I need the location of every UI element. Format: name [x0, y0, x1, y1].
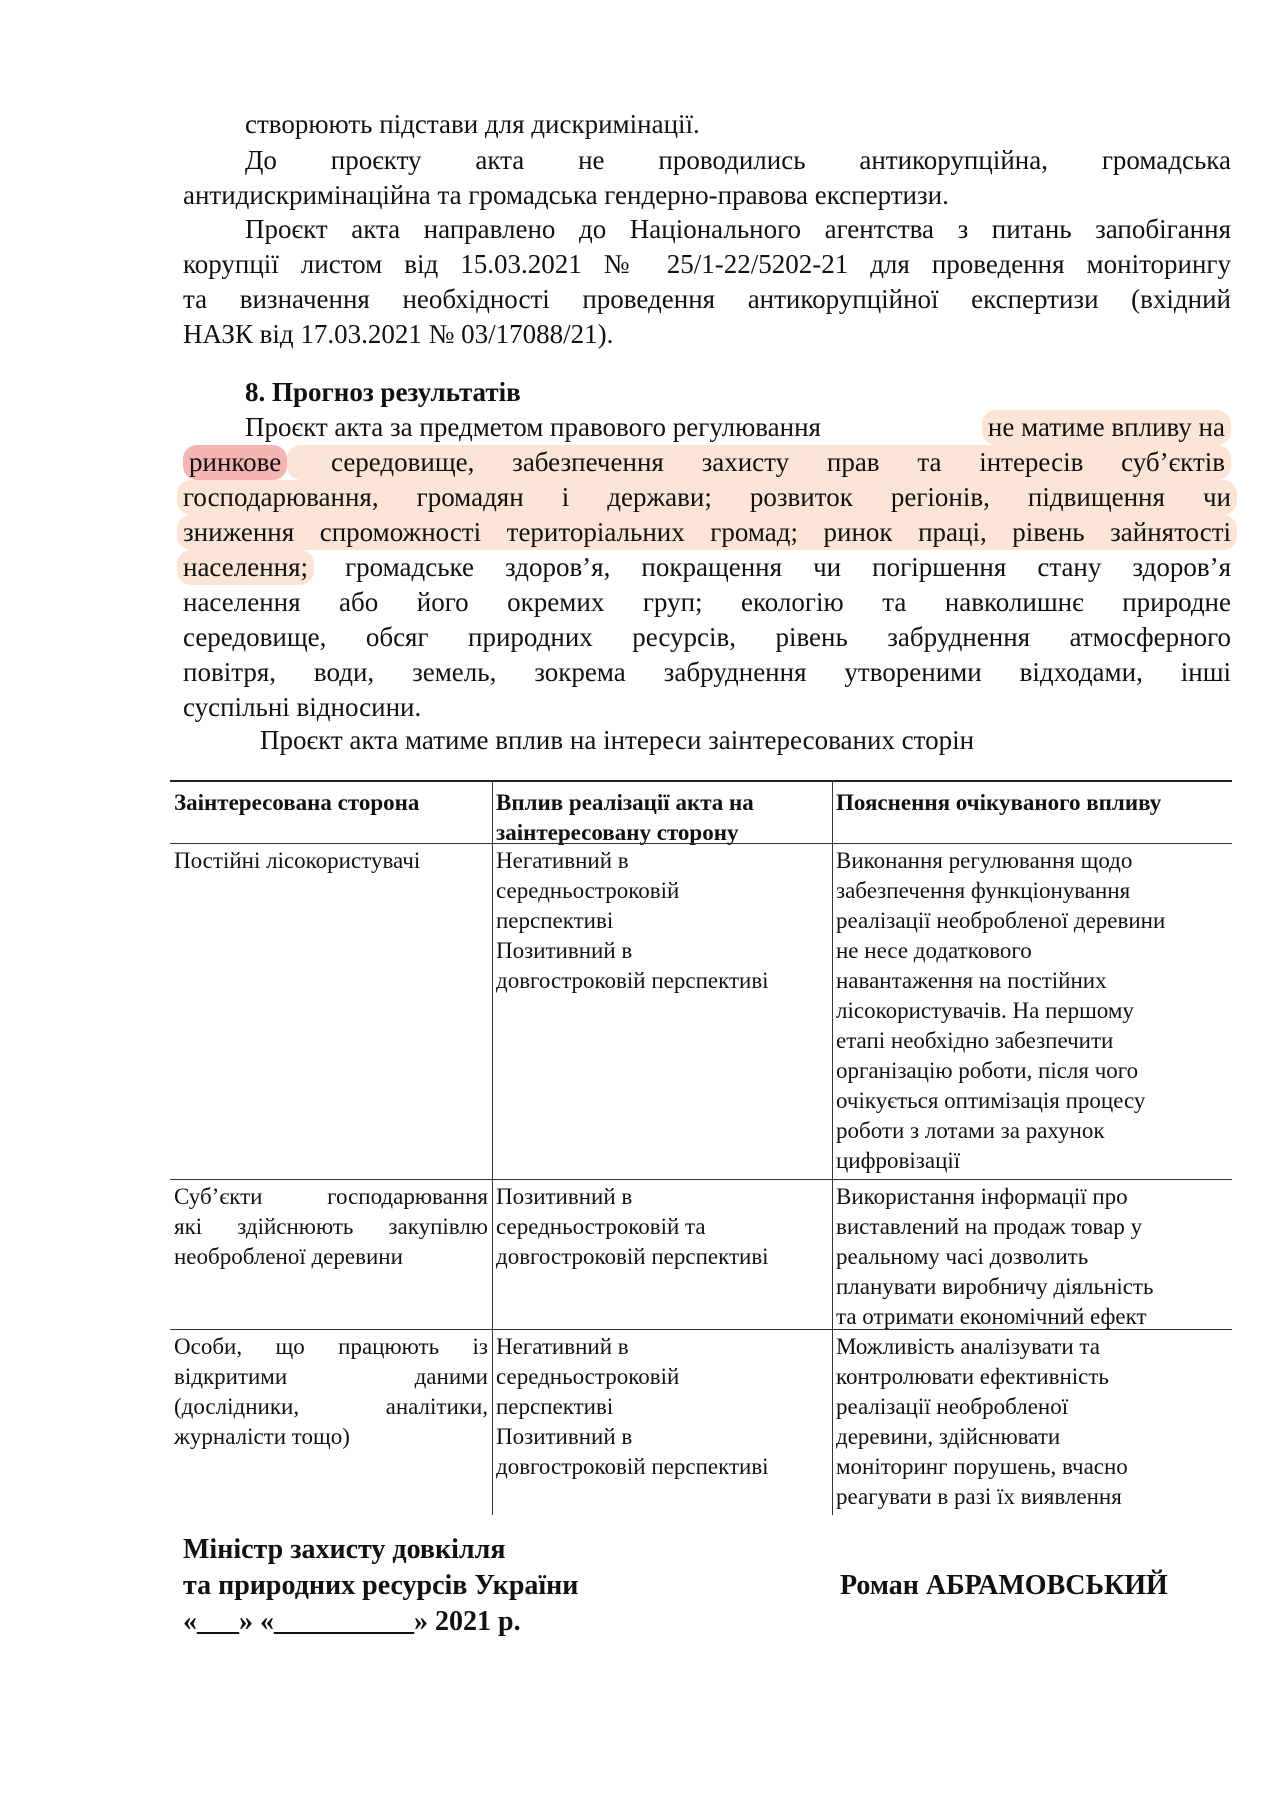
cell-line: очікується оптимізація процесу	[836, 1088, 1146, 1113]
text-plain: громадське здоров’я, покращення чи погіршення стану здоров’я	[314, 552, 1231, 582]
cell-line: Негативний в	[496, 848, 629, 873]
text-line: Проєкт акта направлено до Національного агентства з питань запобігання	[245, 214, 1231, 244]
cell-line: перспективі	[496, 1394, 614, 1419]
header-impact	[492, 788, 832, 848]
cell-line: Використання інформації про	[836, 1184, 1128, 1209]
cell-line: Суб’єкти господарювання	[174, 1184, 488, 1209]
row1-stakeholder	[170, 846, 492, 876]
cell-line: Виконання регулювання щодо	[836, 848, 1133, 873]
row1-impact	[492, 846, 832, 996]
cell-line: моніторинг порушень, вчасно	[836, 1454, 1128, 1479]
cell-line: Позитивний в	[496, 938, 633, 963]
cell-line: організацію роботи, після чого	[836, 1058, 1139, 1083]
text-line: До проєкту акта не проводились антикорупційна, громадська	[245, 145, 1231, 175]
section-heading: 8. Прогноз результатів	[245, 377, 521, 407]
table-row	[170, 1330, 1232, 1515]
cell-line: забезпечення функціонування	[836, 878, 1131, 903]
text-line: повітря, води, земель, зокрема забруднення утвореними відходами, інші	[183, 657, 1231, 687]
cell-line: Негативний в	[496, 1334, 629, 1359]
cell-line: середньостроковій	[496, 878, 680, 903]
row2-explanation	[832, 1182, 1232, 1332]
cell-line: перспективі	[496, 908, 614, 933]
cell-line: які здійснюють закупівлю	[174, 1214, 488, 1239]
text-line: НАЗК від 17.03.2021 № 03/17088/21).	[183, 319, 614, 349]
cell-line: контролювати ефективність	[836, 1364, 1109, 1389]
signature-date: «___» «__________» 2021 р.	[183, 1606, 521, 1637]
cell-line: роботи з лотами за рахунок	[836, 1118, 1105, 1143]
table-intro: Проєкт акта матиме вплив на інтереси заінтересованих сторін	[260, 725, 975, 755]
row3-impact	[492, 1332, 832, 1482]
table-row	[170, 844, 1232, 1180]
cell-line: Постійні лісокористувачі	[174, 848, 421, 873]
cell-line: реалізації необробленої	[836, 1394, 1069, 1419]
highlighted-text-strong: ринкове	[183, 445, 287, 480]
row3-stakeholder	[170, 1332, 492, 1452]
cell-line: деревини, здійснювати	[836, 1424, 1061, 1449]
cell-line: цифровізації	[836, 1148, 961, 1173]
signature-position-line: Міністр захисту довкілля	[183, 1534, 506, 1565]
cell-line: середньостроковій та	[496, 1214, 706, 1239]
cell-line: Можливість аналізувати та	[836, 1334, 1100, 1359]
cell-line: етапі необхідно забезпечити	[836, 1028, 1114, 1053]
cell-line: Особи, що працюють із	[174, 1334, 488, 1359]
cell-line: Позитивний в	[496, 1184, 633, 1209]
text-line: середовище, обсяг природних ресурсів, рівень забруднення атмосферного	[183, 622, 1231, 652]
text-line: та визначення необхідності проведення антикорупційної експертизи (вхідний	[183, 284, 1231, 314]
row3-explanation	[832, 1332, 1232, 1512]
cell-line: середньостроковій	[496, 1364, 680, 1389]
highlighted-text: не матиме впливу на	[982, 410, 1231, 445]
highlighted-text: зниження спроможності територіальних громад; ринок праці, рівень зайнятості	[177, 515, 1237, 550]
header-impact-line: заінтересовану сторону	[496, 820, 739, 845]
highlighted-text: господарювання, громадян і держави; розвиток регіонів, підвищення чи	[177, 480, 1237, 515]
row1-explanation	[832, 846, 1232, 1176]
cell-line: довгостроковій перспективі	[496, 1454, 769, 1479]
highlighted-text: населення;	[177, 550, 314, 585]
cell-line: планувати виробничу діяльність	[836, 1274, 1154, 1299]
column-divider	[492, 780, 493, 1515]
highlighted-text: середовище, забезпечення захисту прав та інтересів суб’єктів	[287, 445, 1231, 480]
signature-name: Роман АБРАМОВСЬКИЙ	[840, 1570, 1168, 1601]
row2-impact	[492, 1182, 832, 1272]
impact-table	[170, 780, 1232, 1515]
text-line: антидискримінаційна та громадська гендерно-правова експертизи.	[183, 180, 949, 210]
cell-line: реалізації необробленої деревини	[836, 908, 1166, 933]
cell-line: навантаження на постійних	[836, 968, 1107, 993]
text-line: суспільні відносини.	[183, 692, 422, 722]
text-line: корупції листом від 15.03.2021 № 25/1-22/5202-21 для проведення моніторингу	[183, 249, 1231, 279]
text-plain: Проєкт акта за предметом правового регулювання	[245, 412, 821, 442]
cell-line: довгостроковій перспективі	[496, 1244, 769, 1269]
header-stakeholder: Заінтересована сторона	[174, 790, 420, 815]
cell-line: лісокористувачів. На першому	[836, 998, 1134, 1023]
header-impact-line: Вплив реалізації акта на	[496, 790, 754, 815]
cell-line: не несе додаткового	[836, 938, 1032, 963]
cell-line: реальному часі дозволить	[836, 1244, 1089, 1269]
text-line: населення або його окремих груп; екологію та навколишнє природне	[183, 587, 1231, 617]
text-line: створюють підстави для дискримінації.	[245, 109, 700, 139]
header-explanation: Пояснення очікуваного впливу	[836, 790, 1162, 815]
cell-line: та отримати економічний ефект	[836, 1304, 1147, 1329]
column-divider	[832, 780, 833, 1515]
cell-line: реагувати в разі їх виявлення	[836, 1484, 1122, 1509]
cell-line: виставлений на продаж товар у	[836, 1214, 1143, 1239]
cell-line: необробленої деревини	[174, 1244, 403, 1269]
text-line	[177, 550, 1231, 585]
cell-line: довгостроковій перспективі	[496, 968, 769, 993]
cell-line: журналісти тощо)	[174, 1424, 350, 1449]
table-header-row	[170, 780, 1232, 844]
cell-line: (дослідники, аналітики,	[174, 1394, 488, 1419]
table-row	[170, 1180, 1232, 1330]
cell-line: відкритими даними	[174, 1364, 488, 1389]
text-line	[183, 445, 1231, 480]
signature-position-line: та природних ресурсів України	[183, 1570, 579, 1601]
row2-stakeholder	[170, 1182, 492, 1272]
text-line	[245, 410, 1231, 445]
cell-line: Позитивний в	[496, 1424, 633, 1449]
